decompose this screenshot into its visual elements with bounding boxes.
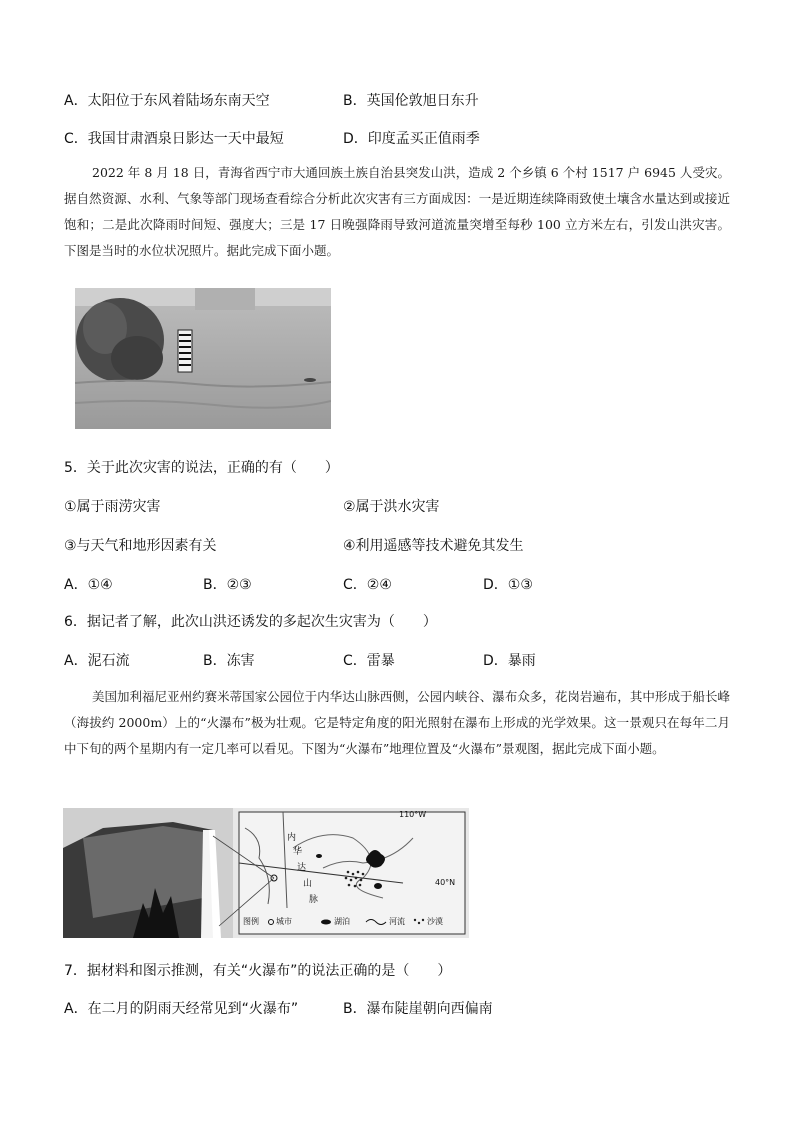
map-legend-title: 图例 xyxy=(243,917,259,926)
map-range-char-4: 山 xyxy=(303,879,313,889)
q5-option-a: A．①④ xyxy=(64,577,113,593)
q6-stem: 6．据记者了解，此次山洪还诱发的多起次生灾害为（ ） xyxy=(64,614,437,630)
q7-option-b: B．瀑布陡崖朝向西偏南 xyxy=(343,1001,493,1017)
q6-option-a: A．泥石流 xyxy=(64,653,130,669)
q5-stem: 5．关于此次灾害的说法，正确的有（ ） xyxy=(64,460,339,476)
map-range-char-5: 脉 xyxy=(309,895,319,905)
q7-stem: 7．据材料和图示推测，有关“火瀑布”的说法正确的是（ ） xyxy=(64,963,452,979)
map-range-char-3: 达 xyxy=(297,863,307,873)
q7-option-a: A．在二月的阴雨天经常见到“火瀑布” xyxy=(64,1001,299,1017)
map-range-char-1: 内 xyxy=(287,833,297,843)
flood-water-level-photo xyxy=(75,288,331,429)
q6-option-b: B．冻害 xyxy=(203,653,255,669)
q6-option-d: D．暴雨 xyxy=(483,653,536,669)
firefall-figure xyxy=(63,808,469,938)
q5-option-d: D．①③ xyxy=(483,577,533,593)
q6-option-c: C．雷暴 xyxy=(343,653,395,669)
flood-photo-image xyxy=(75,288,331,429)
map-range-char-2: 华 xyxy=(293,847,303,857)
q5-option-c: C．②④ xyxy=(343,577,392,593)
q5-statement-2: ②属于洪水灾害 xyxy=(343,499,440,515)
passage-firefall: 美国加利福尼亚州约赛米蒂国家公园位于内华达山脉西侧，公园内峡谷、瀑布众多，花岗岩遍布，其中形成于船长峰（海拔约 2000m）上的“火瀑布”极为壮观。它是特定角度的阳光照射在瀑布上形成的光学效果。这一景观只在每年二月中下旬的两个星期内有一定几率可以看见。下图为“火瀑布”地理位置及“火瀑布”景观图，据此完成下面小题。 xyxy=(64,689,730,756)
map-legend-lake: 湖泊 xyxy=(334,917,350,926)
map-longitude-label: 110°W xyxy=(399,810,427,819)
q4-option-b: B．英国伦敦旭日东升 xyxy=(343,93,479,109)
map-latitude-label: 40°N xyxy=(435,878,456,887)
q5-statement-3: ③与天气和地形因素有关 xyxy=(64,538,217,554)
map-legend-river: 河流 xyxy=(389,917,405,926)
q4-option-d: D．印度孟买正值雨季 xyxy=(343,131,480,147)
q4-option-a: A．太阳位于东风着陆场东南天空 xyxy=(64,93,270,109)
q4-option-c: C．我国甘肃酒泉日影达一天中最短 xyxy=(64,131,284,147)
q5-statement-1: ①属于雨涝灾害 xyxy=(64,499,161,515)
map-legend-city: 城市 xyxy=(276,917,292,926)
firefall-figure-svg xyxy=(63,808,469,938)
q5-statement-4: ④利用遥感等技术避免其发生 xyxy=(343,538,524,554)
map-legend-desert: 沙漠 xyxy=(427,917,443,926)
passage-flood: 2022 年 8 月 18 日，青海省西宁市大通回族土族自治县突发山洪，造成 2 个乡镇 6 个村 1517 户 6945 人受灾。据自然资源、水利、气象等部门现场查看综合分析此次灾害有三方面成因：一是近期连续降雨致使土壤含水量达到或接近饱和；二是此次降雨时间短、强度大；三是 17 日晚强降雨导致河道流量突增至每秒 100 立方米左右，引发山洪灾害。下图是当时的水位状况照片。据此完成下面小题。 xyxy=(64,165,730,258)
q5-option-b: B．②③ xyxy=(203,577,252,593)
